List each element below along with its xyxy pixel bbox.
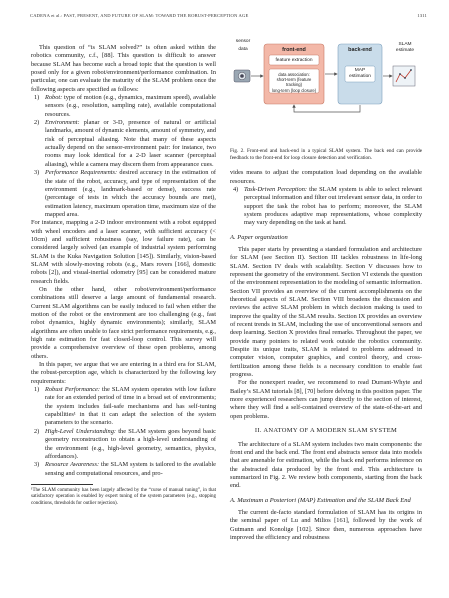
- arrow-backend-feedback: [294, 105, 360, 112]
- list-label: Environment:: [45, 119, 80, 127]
- list-label: Task-Driven Perception:: [244, 185, 308, 193]
- list-number: 1): [34, 94, 40, 102]
- running-head: [30, 13, 427, 21]
- list-text: the SLAM system is tailored to the available sensing and computational resources, and pro-: [45, 461, 216, 477]
- sensor-icon: [234, 70, 250, 82]
- subsection-title-map: A. Maximum a Posteriori (MAP) Estimation and the SLAM Back End: [230, 496, 411, 504]
- page-number: 1311: [417, 13, 427, 18]
- slam-estimate-icon: [393, 66, 415, 86]
- list-number: 4): [233, 185, 239, 193]
- list-number: 3): [34, 169, 40, 177]
- list-label: High-Level Understanding:: [45, 427, 116, 435]
- map-estimation-label: MAP estimation: [349, 68, 371, 79]
- slam-estimate-label: SLAM estimate: [395, 42, 415, 53]
- list-number: 1): [34, 386, 40, 394]
- list-label: Robot:: [45, 94, 63, 102]
- list-text: the SLAM system goes beyond basic geometry reconstruction to obtain a high-level understanding of the environment (e.g., high-level geometry, semantics, physics, affordances).: [45, 427, 216, 460]
- list-text: planar or 3-D, presence of natural or artificial landmarks, amount of dynamic elements, amount of symmetry, and risk of perceptual aliasing. Note that many of these aspects actually depend on the sensor-environment pair: for instance, two rooms may look identical for a 2-D laser scanner (perceptual aliasing), while a camera may discern them from appearance cues.: [45, 119, 217, 168]
- list-label: Performance Requirements:: [45, 169, 118, 177]
- list-number: 2): [34, 119, 40, 127]
- requirements-list: [31, 386, 216, 478]
- left-column: [31, 44, 216, 507]
- paragraph-other-hand: On the other hand, other robot/environment/performance combinations still deserve a large amount of fundamental research. Current SLAM algorithms can be easily induced to fail when either the motion of the robot or the environment are too challenging (e.g., fast robot dynamics, highly dynamic environments); similarly, SLAM algorithms are often unable to face strict performance requirements, e.g., high rate estimation for fast closed-loop control. This survey will provide a comprehensive overview of these open problems, among others.: [31, 285, 216, 360]
- paragraph-continued: vides means to adjust the computation load depending on the available resources.: [230, 169, 422, 185]
- aspect-item-performance: [31, 169, 216, 219]
- figure-slam-architecture: [230, 36, 422, 146]
- paragraph-map: The current de-facto standard formulation of SLAM has its origins in the seminal paper of Lu and Milios [161], followed by the work of Gutmann and Konolige [102]. Since then, numerous approaches have improved the efficiency and robustness: [230, 508, 422, 541]
- paragraph-instance: For instance, mapping a 2-D indoor environment with a robot equipped with wheel encoders and a laser scanner, with sufficient accuracy (< 10cm) and sufficient robustness (say, low failure rate), can be considered largely solved (an example of industrial system performing SLAM is the Kuka Navigation Solution [145]). Similarly, vision-based SLAM with slowly-moving robots (e.g., Mars rovers [166], domestic robots [2]), and visual-inertial odometry [95] can be considered mature research fields.: [31, 219, 216, 285]
- list-number: 2): [34, 427, 40, 435]
- paragraph-anatomy: The architecture of a SLAM system includes two main components: the front end and the back end. The front end abstracts sensor data into models that are amenable for estimation, while the back end performs inference on the abstracted data produced by the front end. This architecture is summarized in Fig. 2. We review both components, starting from the back end.: [230, 440, 422, 490]
- requirement-item-resource: [31, 461, 216, 478]
- sensor-data-label: sensor data: [235, 39, 251, 53]
- requirement-item-robust: [31, 386, 216, 428]
- requirements-list-continued: [230, 186, 422, 228]
- list-label: Resource Awareness:: [45, 461, 100, 469]
- front-end-label: front-end: [282, 47, 306, 53]
- intro-paragraph: This question of “is SLAM solved?” is often asked within the robotics community, c.f., [88]. This question is difficult to answer because SLAM has become such a broad topic that the question is well posed only for a given robot/environment/performance combination. In particular, one can evaluate the maturity of the SLAM problem once the following aspects are specified as follows:: [31, 44, 216, 93]
- list-number: 3): [34, 461, 40, 469]
- right-column: [230, 36, 422, 542]
- footnote-divider: [31, 484, 93, 485]
- list-text: the SLAM system operates with low failure rate for an extended period of time in a broad set of environments; the system includes fail-safe mechanisms and has self-tuning capabilities¹ in that it can adapt the selection of the system parameters to the scenario.: [45, 386, 216, 427]
- feature-extraction-label: feature extraction: [275, 58, 313, 63]
- list-text: type of motion (e.g., dynamics, maximum speed), available sensors (e.g., resolution, sampling rate), available computational resources.: [45, 94, 216, 118]
- aspect-item-environment: [31, 119, 216, 169]
- list-text: the SLAM system is able to select relevant perceptual information and filter out irrelevant sensor data, in order to support the task the robot has to perform; moreover, the SLAM system produces adaptive map representations, whose complexity may vary depending on the task at hand.: [244, 185, 422, 227]
- section-title-anatomy: II. ANATOMY OF A MODERN SLAM SYSTEM: [254, 427, 398, 435]
- aspects-list: [31, 94, 216, 219]
- list-text: desired accuracy in the estimation of the state of the robot, accuracy, and type of representation of the environment (e.g., landmark-based or dense), success rate (percentage of tests in which the accuracy bounds are met), estimation latency, maximum operation time, maximum size of the mapped area.: [45, 169, 216, 218]
- requirement-item-task-driven: [230, 186, 422, 228]
- paragraph-organization: This paper starts by presenting a standard formulation and architecture for SLAM (see Section II). Section III tackles robustness in life-long SLAM. Section IV deals with scalability. Section V discusses how to represent the geometry of the environment. Section VI extends the question of the environment representation to the modeling of semantic information. Section VII provides an overview of the current accomplishments on the theoretical aspects of SLAM. Section VIII broadens the discussion and reviews the active SLAM problem in which decision making is used to improve the quality of the SLAM results. Section IX provides an overview of recent trends in SLAM, including the use of unconventional sensors and deep learning. Section X provides final remarks. Throughout the paper, we provide many pointers to related work outside the robotics community. Despite its unique traits, SLAM is related to problems addressed in computer vision, computer graphics, and control theory, and cross-fertilization among these fields is a necessary condition to enable fast progress.: [230, 245, 422, 379]
- footnote: ¹The SLAM community has been largely affected by the “curse of manual tuning”, in that satisfactory operation is enabled by expert tuning of the system parameters (e.g., stopping conditions, thresholds for outlier rejection).: [31, 487, 216, 506]
- back-end-label: back-end: [348, 47, 372, 53]
- requirement-item-high-level: [31, 428, 216, 461]
- paragraph-robust-age: In this paper, we argue that we are entering in a third era for SLAM, the robust-perception age, which is characterized by the following key requirements:: [31, 361, 216, 385]
- subsection-title-organization: A. Paper organization: [230, 233, 288, 241]
- list-label: Robust Performance:: [45, 386, 100, 394]
- running-head-title: CADENA et al.: PAST, PRESENT, AND FUTURE OF SLAM: TOWARD THE ROBUST-PERCEPTION AGE: [30, 13, 249, 18]
- paragraph-readers: For the nonexpert reader, we recommend to read Durrant-Whyte and Bailey’s SLAM tutorials [8], [70] before delving in this position paper. The more experienced researchers can jump directly to the section of interest, where they will find a self-contained overview of the state-of-the-art and open problems.: [230, 379, 422, 420]
- aspect-item-robot: [31, 94, 216, 119]
- figure-caption: Fig. 2. Front-end and back-end in a typical SLAM system. The back end can provide feedback to the front-end for loop closure detection and verification.: [230, 148, 422, 161]
- data-association-label: data association: short-term (feature tracking) long-term (loop closure): [271, 72, 317, 93]
